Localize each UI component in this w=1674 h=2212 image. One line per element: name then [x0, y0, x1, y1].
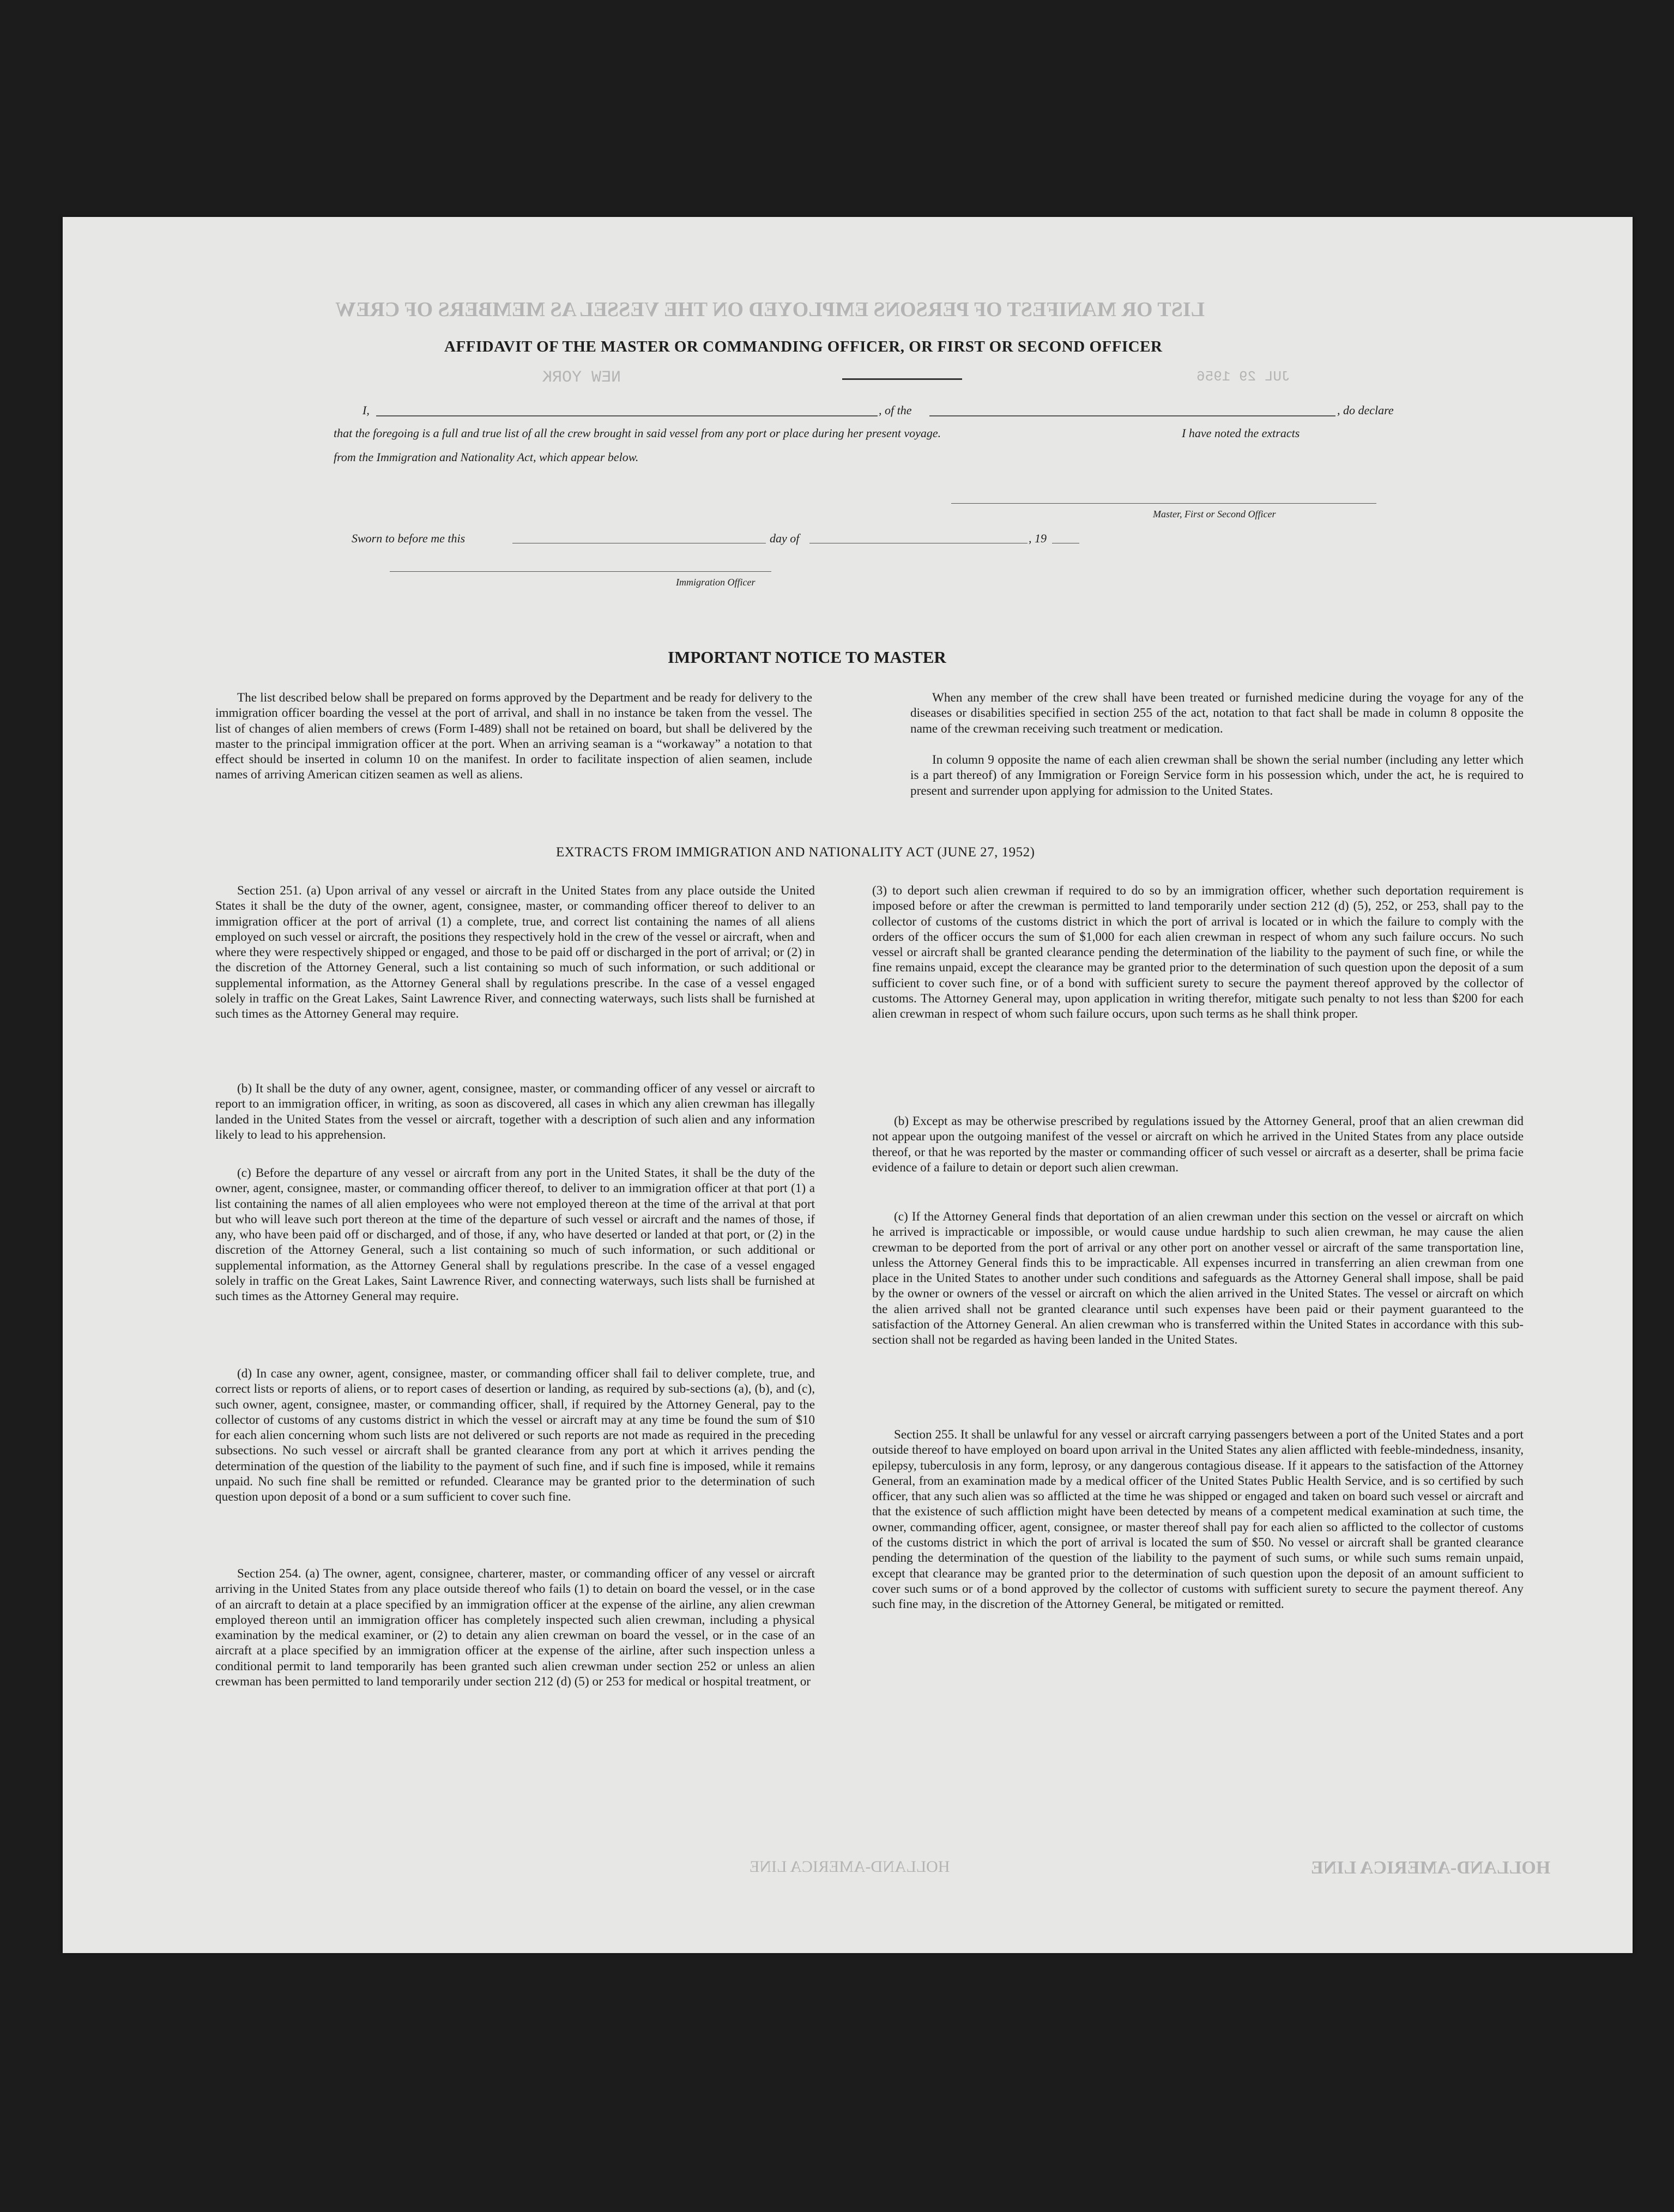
bleed-through-footer: HOLLAND-AMERICA LINE: [750, 1858, 950, 1876]
i-label: I,: [362, 403, 370, 417]
extracts-note-cont: from the Immigration and Nationality Act, which appear below.: [334, 450, 639, 464]
title-underline: [842, 378, 962, 380]
extracts-note: I have noted the extracts: [1182, 426, 1300, 440]
section-251-b: (b) It shall be the duty of any owner, agent, consignee, master, or commanding officer of any vessel or aircraft to report to an immigration officer, in writing, as soon as discovered, all cases in which any alien crewman has illegally landed in the United States from the vessel or aircraft, together with a description of such alien and any information likely to lead to his apprehension.: [215, 1081, 815, 1142]
name-field[interactable]: [376, 415, 878, 416]
notice-title: IMPORTANT NOTICE TO MASTER: [668, 648, 946, 667]
bleed-through-header: LIST OR MANIFEST OF PERSONS EMPLOYED ON THE VESSEL AS MEMBERS OF CREW: [335, 298, 1205, 321]
section-251-d: (d) In case any owner, agent, consignee, master, or commanding officer shall fail to deliver complete, true, and correct lists or reports of aliens, or to report cases of desertion or landing, as required by sub-sections (a), (b), and (c), such owner, agent, consignee, master, or commanding officer, shall, if required by the Attorney General, pay to the collector of customs of any customs district in which the vessel or aircraft may at any time be found the sum of $10 for each alien concerning whom such lists are not delivered or such reports are not made as required in the preceding subsections. No such vessel or aircraft shall be granted clearance from any port at which it arrives pending the determination of the question of the liability to the payment of such fine, and if such fine is imposed, while it remains unpaid. No such fine shall be remitted or refunded. Clearance may be granted prior to the determination of such question upon deposit of a bond or a sum sufficient to cover such fine.: [215, 1367, 815, 1504]
officer-label: Immigration Officer: [676, 577, 756, 588]
bleed-through-footer: HOLLAND-AMERICA LINE: [1311, 1858, 1551, 1878]
sworn-label: Sworn to before me this: [352, 531, 466, 545]
section-254-c: (c) If the Attorney General finds that deportation of an alien crewman under this section on the vessel or aircraft on which he arrived is impracticable or impossible, or would cause undue hardship to such alien crewman, he may cause the alien crewman to be deported from the port of arrival or any other port on another vessel or aircraft of the same transportation line, unless the Attorney General finds this to be impracticable. All expenses incurred in transferring an alien crewman from one place in the United States to another under such conditions and safeguards as the Attorney General shall impose, shall be paid by the owner or owners of the vessel or aircraft on which the alien arrived in the United States. The vessel or aircraft on which the alien arrived shall not be granted clearance until such expenses have been paid or their payment guaranteed to the satisfaction of the Attorney General. An alien crewman who is transferred within the United States in accordance with this sub-section shall not be regarded as having been landed in the United States.: [872, 1210, 1524, 1347]
officer-line[interactable]: [390, 571, 771, 572]
extracts-title: EXTRACTS FROM IMMIGRATION AND NATIONALITY ACT (JUNE 27, 1952): [556, 845, 1035, 860]
day-of-label: day of: [770, 531, 800, 545]
do-declare-label: , do declare: [1337, 403, 1394, 417]
section-254-a: Section 254. (a) The owner, agent, consignee, charterer, master, or commanding officer of any vessel or aircraft arriving in the United States from any place outside thereof who fails (1) to detain on board the vessel, or in the case of an aircraft to detain at a place specified by an immigration officer at the expense of the airline, any alien crewman employed thereon until an immigration officer has completely inspected such alien crewman, including a physical examination by the medical examiner, or (2) to detain any alien crewman on board the vessel, or in the case of an aircraft at a place specified by an immigration officer at the expense of the airline, after such inspection unless a conditional permit to land temporarily has been granted such alien crewman under section 252 or unless an alien crewman has been permitted to land temporarily under section 212 (d) (5) or 253 for medical or hospital treatment, or: [215, 1567, 815, 1689]
vessel-field[interactable]: [929, 415, 1335, 416]
section-255: Section 255. It shall be unlawful for any vessel or aircraft carrying passengers between a port of the United States and a port outside thereof to have employed on board upon arrival in the United States any alien afflicted with feeble-mindedness, insanity, epilepsy, tuberculosis in any form, leprosy, or any dangerous contagious disease. If it appears to the satisfaction of the Attorney General, from an examination made by a medical officer of the United States Public Health Service, and is so certified by such officer, that any such alien was so afflicted at the time he was shipped or engaged and taken on board such vessel or aircraft and that the existence of such affliction might have been detected by means of a competent medical examination at such time, the owner, commanding officer, agent, consignee, or master thereof shall pay for each alien so afflicted to the collector of customs of the customs district in which the port of arrival is located the sum of $50. No vessel or aircraft shall be granted clearance pending the determination of the question of the liability to the payment of such sums, or while such sums remain unpaid, except that clearance may be granted prior to the determination of such question upon the deposit of an amount sufficient to cover such sums or of a bond approved by the collector of customs with sufficient surety to secure the payment thereof. Any such fine may, in the discretion of the Attorney General, be mitigated or remitted.: [872, 1428, 1524, 1612]
of-the-label: , of the: [879, 403, 912, 417]
document-page: [63, 217, 1633, 1953]
notice-right-paragraph: When any member of the crew shall have been treated or furnished medicine during the voyage for any of the diseases or disabilities specified in section 255 of the act, notation to that fact shall be made in column 8 opposite the name of the crewman receiving such treatment or medication.: [910, 691, 1524, 736]
declaration-text: that the foregoing is a full and true list of all the crew brought in said vessel from any port or place during her present voyage.: [334, 426, 941, 440]
bleed-through-date: JUL 29 1956: [1196, 368, 1290, 385]
notice-left-paragraph: The list described below shall be prepared on forms approved by the Department and be ready for delivery to the immigration officer boarding the vessel at the port of arrival, and shall in no instance be taken from the vessel. The list of changes of alien members of crews (Form I-489) shall not be retained on board, but shall be delivered by the master to the principal immigration officer at the port. When an arriving seaman is a “workaway” a notation to that effect should be inserted in column 10 on the manifest. In order to facilitate inspection of alien seamen, include names of arriving American citizen seamen as well as aliens.: [215, 691, 812, 782]
year-label: , 19: [1029, 531, 1047, 545]
notice-right-paragraph: In column 9 opposite the name of each alien crewman shall be shown the serial number (including any letter which is a part thereof) of any Immigration or Foreign Service form in his possession which, under the act, he is required to present and surrender upon applying for admission to the United States.: [910, 753, 1524, 798]
bleed-through-port: NEW YORK: [542, 368, 621, 387]
section-254-b: (b) Except as may be otherwise prescribed by regulations issued by the Attorney General, proof that an alien crewman did not appear upon the outgoing manifest of the vessel or aircraft on which he arrived in the United States from any place outside thereof, or that he was reported by the master or commanding officer of such vessel or aircraft as a deserter, shall be prima facie evidence of a failure to detain or deport such alien crewman.: [872, 1114, 1524, 1175]
affidavit-title: AFFIDAVIT OF THE MASTER OR COMMANDING OFFICER, OR FIRST OR SECOND OFFICER: [444, 338, 1163, 355]
section-251-a: Section 251. (a) Upon arrival of any vessel or aircraft in the United States from any place outside the United States it shall be the duty of the owner, agent, consignee, master, or commanding officer thereof to deliver to an immigration officer at the port of arrival (1) a complete, true, and correct list containing the names of all aliens employed on such vessel or aircraft, the positions they respectively hold in the crew of the vessel or aircraft, when and where they were respectively shipped or engaged, and those to be paid off or discharged in the port of arrival; or (2) in the discretion of the Attorney General, such a list containing so much of such information, or such additional or supplemental information, as the Attorney General shall by regulations prescribe. In the case of a vessel engaged solely in traffic on the Great Lakes, Saint Lawrence River, and connecting waterways, such lists shall be furnished at such times as the Attorney General may require.: [215, 884, 815, 1022]
signature-label: Master, First or Second Officer: [1153, 509, 1276, 519]
section-254-a-cont: (3) to deport such alien crewman if required to do so by an immigration officer, whether such deportation requirement is imposed before or after the crewman is permitted to land temporarily under section 212 (d) (5), 252, or 253, shall pay to the collector of customs of the customs district in which the port of arrival is located or in which the failure to comply with the orders of the officer occurs the sum of $1,000 for each alien crewman in respect of whom any such failure occurs. No such vessel or aircraft shall be granted clearance pending the determination of the liability to the payment of such fine, or while the fine remains unpaid, except the clearance may be granted prior to the determination of such question upon the deposit of a sum sufficient to cover such fine, or of a bond with sufficient surety to secure the payment thereof approved by the collector of customs. The Attorney General may, upon application in writing therefor, mitigate such penalty to not less than $200 for each alien crewman in respect of whom such failure occurs, upon such terms as he shall think proper.: [872, 884, 1524, 1022]
signature-line[interactable]: [951, 503, 1376, 504]
section-251-c: (c) Before the departure of any vessel or aircraft from any port in the United States, it shall be the duty of the owner, agent, consignee, master, or commanding officer thereof, to deliver to an immigration officer at that port (1) a list containing the names of all alien employees who were not employed thereon at the time of the arrival at that port but who will leave such port thereon at the time of the departure of such vessel or aircraft and the names of those, if any, who have been paid off or discharged, and of those, if any, who have deserted or landed at that port, or (2) in the discretion of the Attorney General, such a list containing so much of such information, or such additional or supplemental information, as the Attorney General shall by regulations prescribe. In the case of a vessel engaged solely in traffic on the Great Lakes, Saint Lawrence River, and connecting waterways, such lists shall be furnished at such times as the Attorney General may require.: [215, 1166, 815, 1304]
